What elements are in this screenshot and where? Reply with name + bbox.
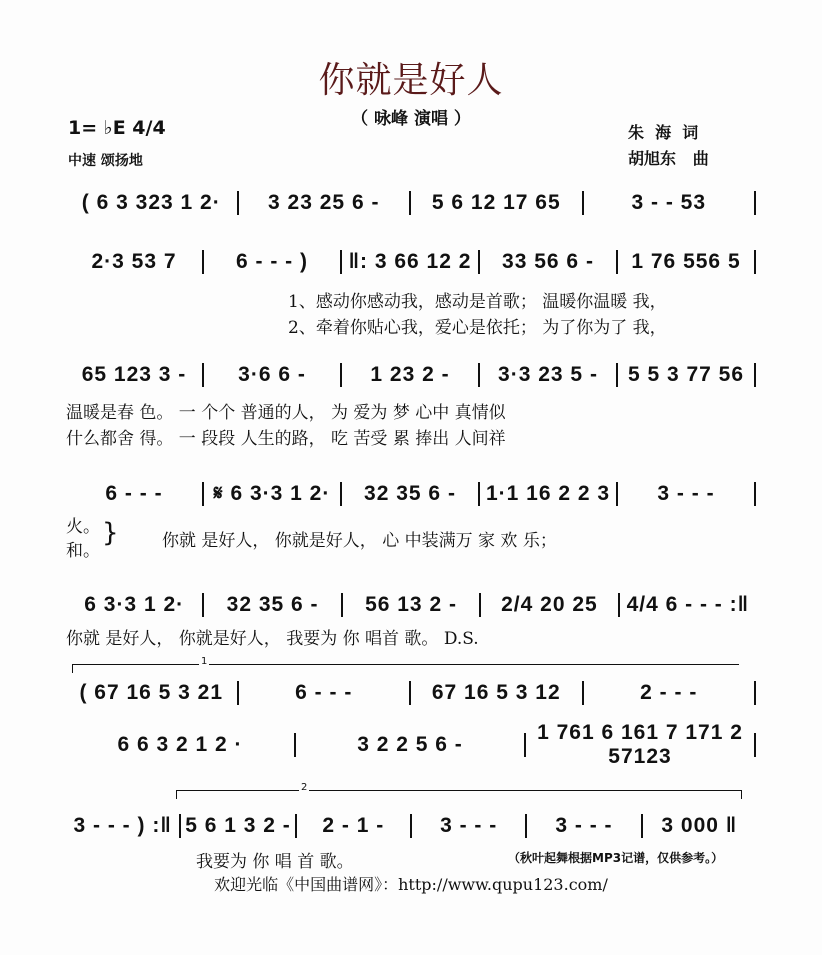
first-ending-bracket bbox=[72, 656, 739, 673]
lyricist: 朱 海 词 bbox=[628, 123, 699, 142]
key-signature: 1= ♭E 4/4 bbox=[68, 117, 166, 139]
notation-row bbox=[66, 721, 756, 768]
measure: 56 13 2 - bbox=[365, 593, 457, 616]
measure: 3 - - 53 bbox=[631, 191, 707, 214]
performer: （ 咏峰 演唱 ） bbox=[351, 109, 471, 129]
lyric-line: 温暖是春 色。 一 个个 普通的人， 为 爱为 梦 心中 真情似 bbox=[66, 403, 506, 423]
measure: 6 - - - bbox=[105, 482, 163, 505]
measure: 1 76 556 5 bbox=[631, 250, 741, 273]
measure: 6 3·3 1 2· bbox=[84, 593, 185, 616]
measure: 5 6 12 17 65 bbox=[431, 191, 561, 214]
measure: 3 000 ‖ bbox=[661, 814, 738, 837]
measure: 3 - - - bbox=[555, 814, 613, 837]
lyric-line: 什么都舍 得。 一 段段 人生的路， 吃 苦受 累 捧出 人间祥 bbox=[66, 429, 506, 449]
measure: 33 56 6 - bbox=[502, 250, 594, 273]
measure: 32 35 6 - bbox=[226, 593, 319, 616]
measure: 3·3 23 5 - bbox=[498, 363, 598, 386]
barline bbox=[754, 733, 756, 757]
measure: 65 123 3 - bbox=[81, 363, 187, 386]
notation-row bbox=[66, 480, 756, 508]
measure: 1 761 6 161 7 171 2 57123 bbox=[537, 721, 743, 768]
notation-row bbox=[66, 189, 756, 217]
measure: 3 - - - ) :‖ bbox=[73, 814, 172, 837]
measure: 2 - 1 - bbox=[322, 814, 385, 837]
notation-row bbox=[66, 248, 756, 276]
lyric-line: 1、感动你感动我，感动是首歌； 温暖你温暖 我， bbox=[288, 292, 667, 312]
measure: 2 - - - bbox=[640, 681, 698, 704]
measure: 2/4 20 25 bbox=[501, 593, 598, 616]
brace: } bbox=[102, 518, 119, 548]
measure: 6 - - - ) bbox=[236, 250, 308, 273]
lyric-line: 和。 bbox=[66, 541, 100, 561]
measure: 3 23 25 6 - bbox=[268, 191, 380, 214]
measure: 3·6 6 - bbox=[238, 363, 306, 386]
transcription-note: （秋叶起舞根据MP3记谱，仅供参考。） bbox=[508, 851, 724, 865]
measure: 2·3 53 7 bbox=[91, 250, 177, 273]
measure: 3 2 2 5 6 - bbox=[357, 733, 463, 756]
measure: 3 - - - bbox=[440, 814, 498, 837]
measure: 4/4 6 - - - :‖ bbox=[626, 593, 750, 616]
barline bbox=[754, 482, 756, 506]
measure: 32 35 6 - bbox=[364, 482, 456, 505]
measure: ‖: 3 66 12 2 bbox=[348, 250, 472, 273]
lyric-line: 我要为 你 唱 首 歌。 bbox=[196, 852, 354, 872]
measure: 1·1 16 2 2 3 bbox=[485, 482, 611, 505]
second-ending-bracket bbox=[176, 782, 742, 799]
measure: 5 6 1 3 2 - bbox=[185, 814, 291, 837]
tempo-marking: 中速 颂扬地 bbox=[68, 153, 143, 169]
measure: ( 67 16 5 3 21 bbox=[79, 681, 224, 704]
barline bbox=[754, 681, 756, 705]
lyric-line: 2、牵着你贴心我，爱心是依托； 为了你为了 我， bbox=[288, 318, 667, 338]
notation-row bbox=[66, 361, 756, 389]
notation-row bbox=[66, 679, 756, 707]
barline bbox=[754, 250, 756, 274]
lyric-line: 你就 是好人， 你就是好人， 我要为 你 唱首 歌。 D.S. bbox=[66, 629, 479, 649]
measure: 67 16 5 3 12 bbox=[431, 681, 561, 704]
measure: 3 - - - bbox=[657, 482, 715, 505]
lyric-line: 你就 是好人， 你就是好人， 心 中装满万 家 欢 乐； bbox=[162, 531, 557, 551]
lyric-line: 火。 bbox=[66, 517, 100, 537]
barline bbox=[754, 191, 756, 215]
composer: 胡旭东 曲 bbox=[628, 149, 709, 168]
volta-number: 2 bbox=[301, 782, 308, 793]
website-footer: 欢迎光临《中国曲谱网》：http://www.qupu123.com/ bbox=[214, 875, 608, 894]
measure: ( 6 3 323 1 2· bbox=[81, 191, 221, 214]
measure: 6 - - - bbox=[295, 681, 353, 704]
notation-row bbox=[66, 812, 756, 840]
measure: 1 23 2 - bbox=[370, 363, 450, 386]
barline bbox=[754, 363, 756, 387]
notation-row bbox=[66, 591, 756, 619]
measure: 𝄋 6 3·3 1 2· bbox=[213, 482, 331, 505]
song-title: 你就是好人 bbox=[318, 60, 504, 101]
measure: 5 5 3 77 56 bbox=[627, 363, 745, 386]
measure: 6 6 3 2 1 2 · bbox=[117, 733, 243, 756]
volta-number: 1 bbox=[201, 656, 208, 667]
